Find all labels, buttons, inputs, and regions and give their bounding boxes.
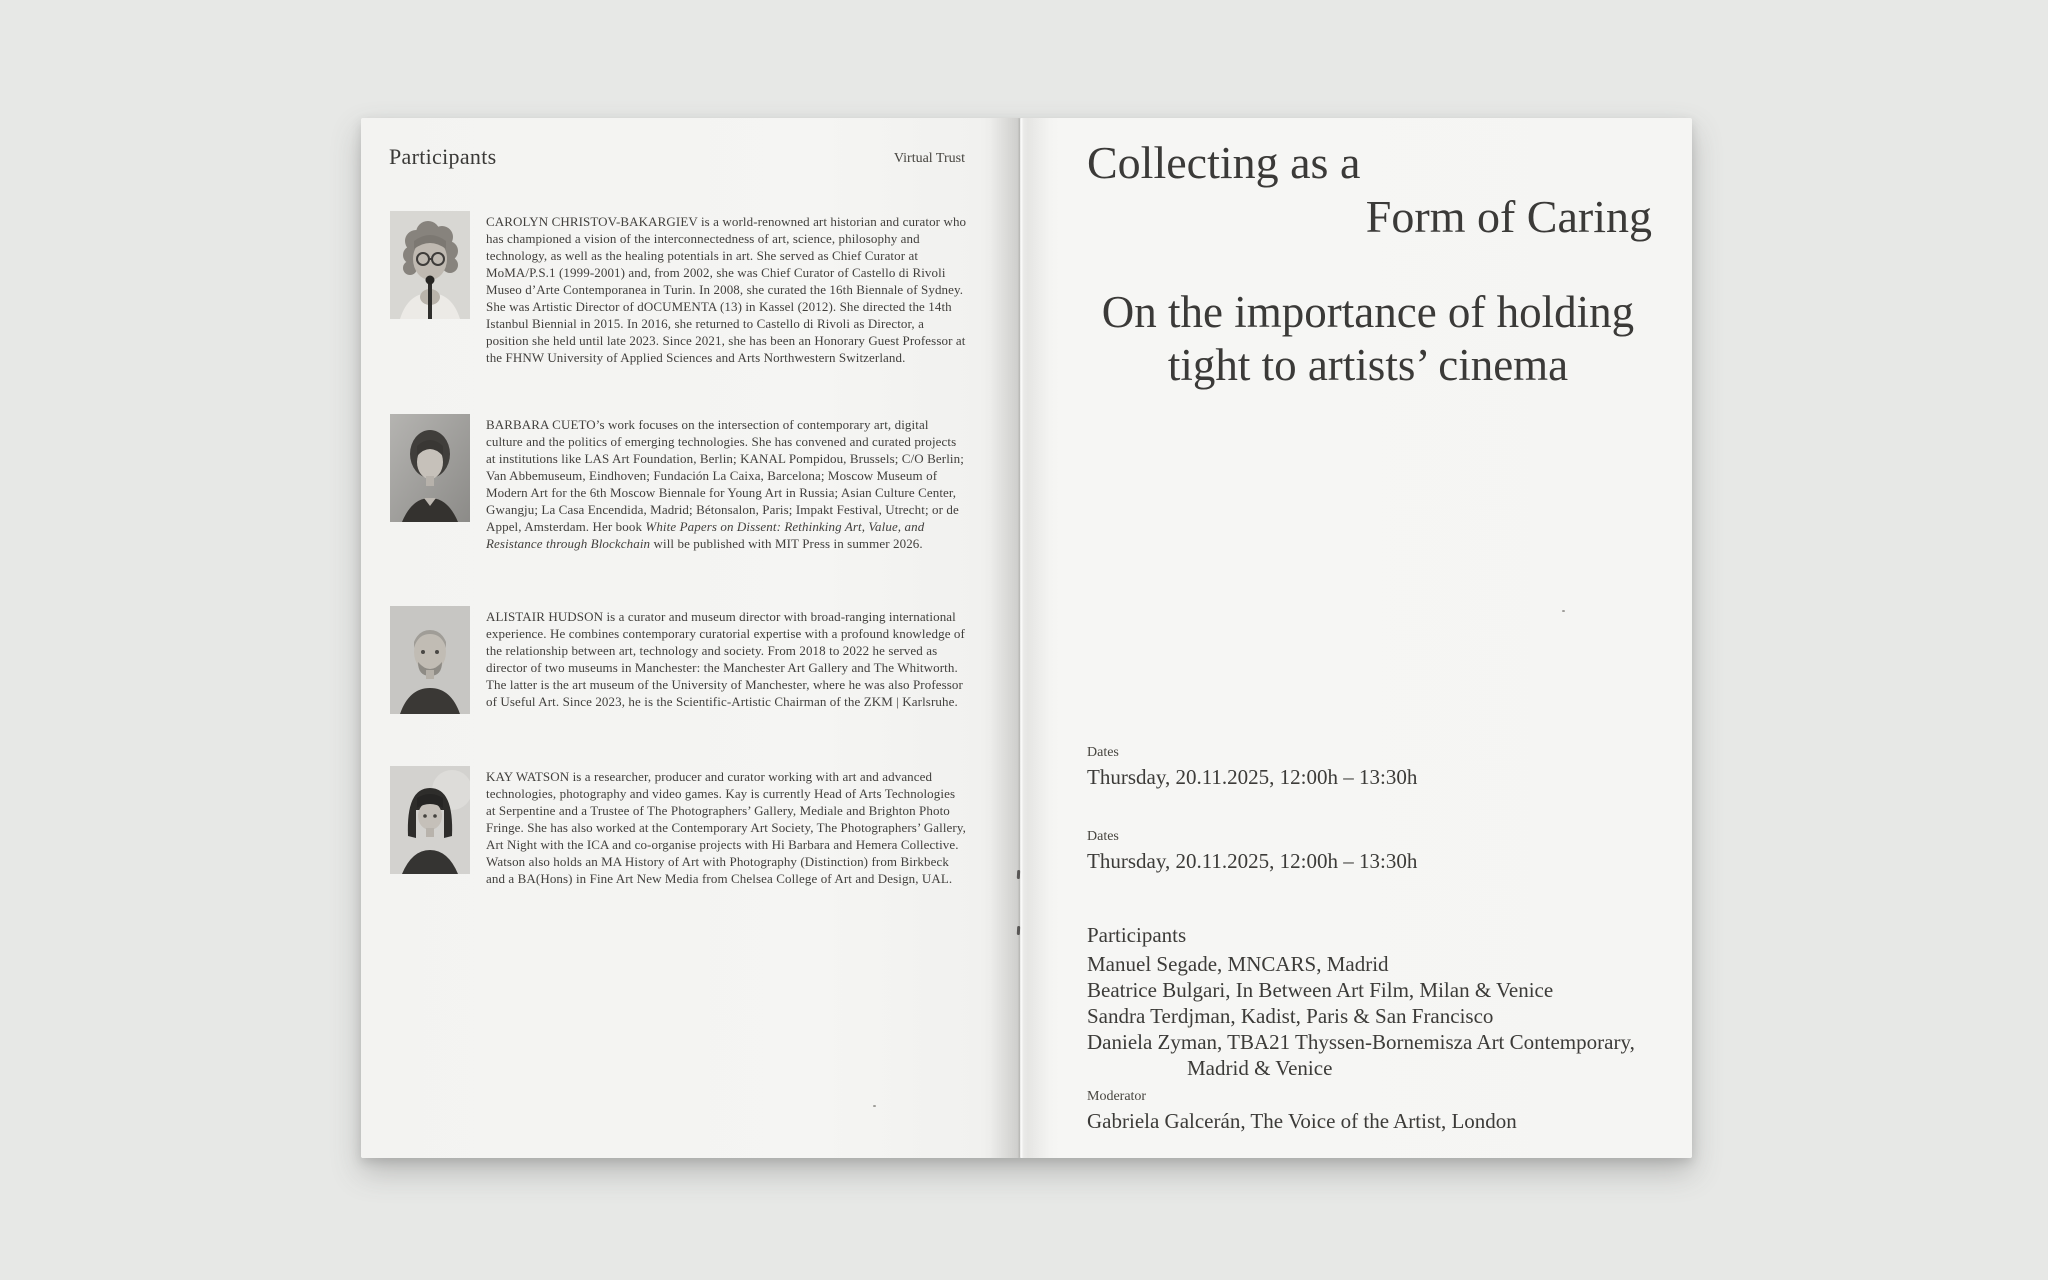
participant-line: Daniela Zyman, TBA21 Thyssen-Bornemisza Art Contemporary, [1087,1030,1635,1054]
participant-line: Beatrice Bulgari, In Between Art Film, Milan & Venice [1087,978,1554,1002]
bio-text: ALISTAIR HUDSON is a curator and museum director with broad-ranging international experience. He combines contemporary curatorial expertise with a profound knowledge of the relationship between art, technology and society. From 2018 to 2022 he served as director of two museums in Manchester: the Manchester Art Gallery and The Whitworth. The latter is the art museum of the University of Manchester, where he was also Professor of Useful Art. Since 2023, he is the Scientific-Artistic Chairman of the ZKM | Karlsruhe. [486,609,965,709]
bio-text: KAY WATSON is a researcher, producer and curator working with art and advanced technologies, photography and video games. Kay is currently Head of Arts Technologies at Serpentine and a Trustee of The Photographers’ Gallery, Mediale and Brighton Photo Fringe. She has also worked at the Contemporary Art Society, The Photographers’ Gallery, Art Night with the ICA and co-organise projects with Hi Barbara and Hemera Collective. Watson also holds an MA History of Art with Photography (Distinction) from Birkbeck and a BA(Hons) in Fine Art New Media from Chelsea College of Art and Design, UAL. [486,769,966,886]
portrait-illustration [390,414,470,522]
dates-label: Dates [1087,745,1119,760]
participants-label: Participants [1087,923,1187,947]
booklet [361,118,1692,1158]
portrait-alistair-hudson-photo [390,606,470,714]
dates-value: Thursday, 20.11.2025, 12:00h – 13:30h [1087,765,1418,789]
portrait-illustration [390,606,470,714]
left-page [361,118,1020,1158]
staple-stitch [1017,926,1020,935]
event-title [1087,136,1652,244]
participant-line-continuation: Madrid & Venice [1187,1056,1333,1080]
participant-line: Sandra Terdjman, Kadist, Paris & San Francisco [1087,1004,1494,1028]
portrait-carolyn-christov-bakargiev-photo [390,211,470,319]
dates-section [1087,745,1656,790]
project-name: Virtual Trust [893,151,965,166]
dust-speck [1562,610,1565,612]
bio-text: BARBARA CUETO’s work focuses on the intersection of contemporary art, digital culture and the politics of emerging technologies. She has convened and curated projects at institutions like LAS Art Foundation, Berlin; KANAL Pompidou, Brussels; C/O Berlin; Van Abbemuseum, Eindhoven; Fundación La Caixa, Barcelona; Moscow Museum of Modern Art for the 6th Moscow Biennale for Young Art in Russia; Asian Culture Center, Gwangju; La Casa Encendida, Madrid; Bétonsalon, Paris; Impakt Festival, Utrecht; or de Appel, Amsterdam. Her book White Papers on Dissent: Rethinking Art, Value, and Resistance through Blockchain will be published with MIT Press in summer 2026. [486,417,964,551]
event-title-line1: Collecting as a [1087,137,1361,188]
moderator-section [1087,1089,1656,1134]
participant-bio [390,414,975,552]
event-subtitle [1080,286,1656,392]
moderator-value: Gabriela Galcerán, The Voice of the Artist, London [1087,1109,1517,1133]
portrait-illustration [390,766,470,874]
participant-bio [390,211,975,366]
dust-speck [873,1105,876,1107]
portrait-barbara-cueto-photo [390,414,470,522]
participant-bio [390,766,975,887]
participants-section [1087,922,1656,1081]
dates-value: Thursday, 20.11.2025, 12:00h – 13:30h [1087,849,1418,873]
dates-label: Dates [1087,829,1119,844]
page-title: Participants [389,144,497,169]
event-subtitle-line2: tight to artists’ cinema [1167,340,1569,390]
moderator-label: Moderator [1087,1089,1147,1104]
portrait-kay-watson-photo [390,766,470,874]
participant-line: Manuel Segade, MNCARS, Madrid [1087,952,1389,976]
event-subtitle-line1: On the importance of holding [1101,287,1635,337]
dates-section [1087,829,1656,874]
bio-text: CAROLYN CHRISTOV-BAKARGIEV is a world-renowned art historian and curator who has championed a vision of the interconnectedness of art, science, philosophy and technology, as well as the healing potentials in art. She served as Chief Curator at MoMA/P.S.1 (1999-2001) and, from 2002, she was Chief Curator of Castello di Rivoli Museo d’Arte Contemporanea in Turin. In 2008, she curated the 16th Biennale of Sydney. She was Artistic Director of dOCUMENTA (13) in Kassel (2012). She directed the 14th Istanbul Biennial in 2015. In 2016, she returned to Castello di Rivoli as Director, a position she held until late 2023. Since 2021, she has been an Honorary Guest Professor at the FHNW University of Applied Sciences and Arts Northwestern Switzerland. [486,214,967,365]
event-title-line2: Form of Caring [1365,191,1652,242]
staple-stitch [1017,870,1020,879]
right-page [1020,118,1692,1158]
participant-bio [390,606,975,714]
portrait-illustration [390,211,470,319]
